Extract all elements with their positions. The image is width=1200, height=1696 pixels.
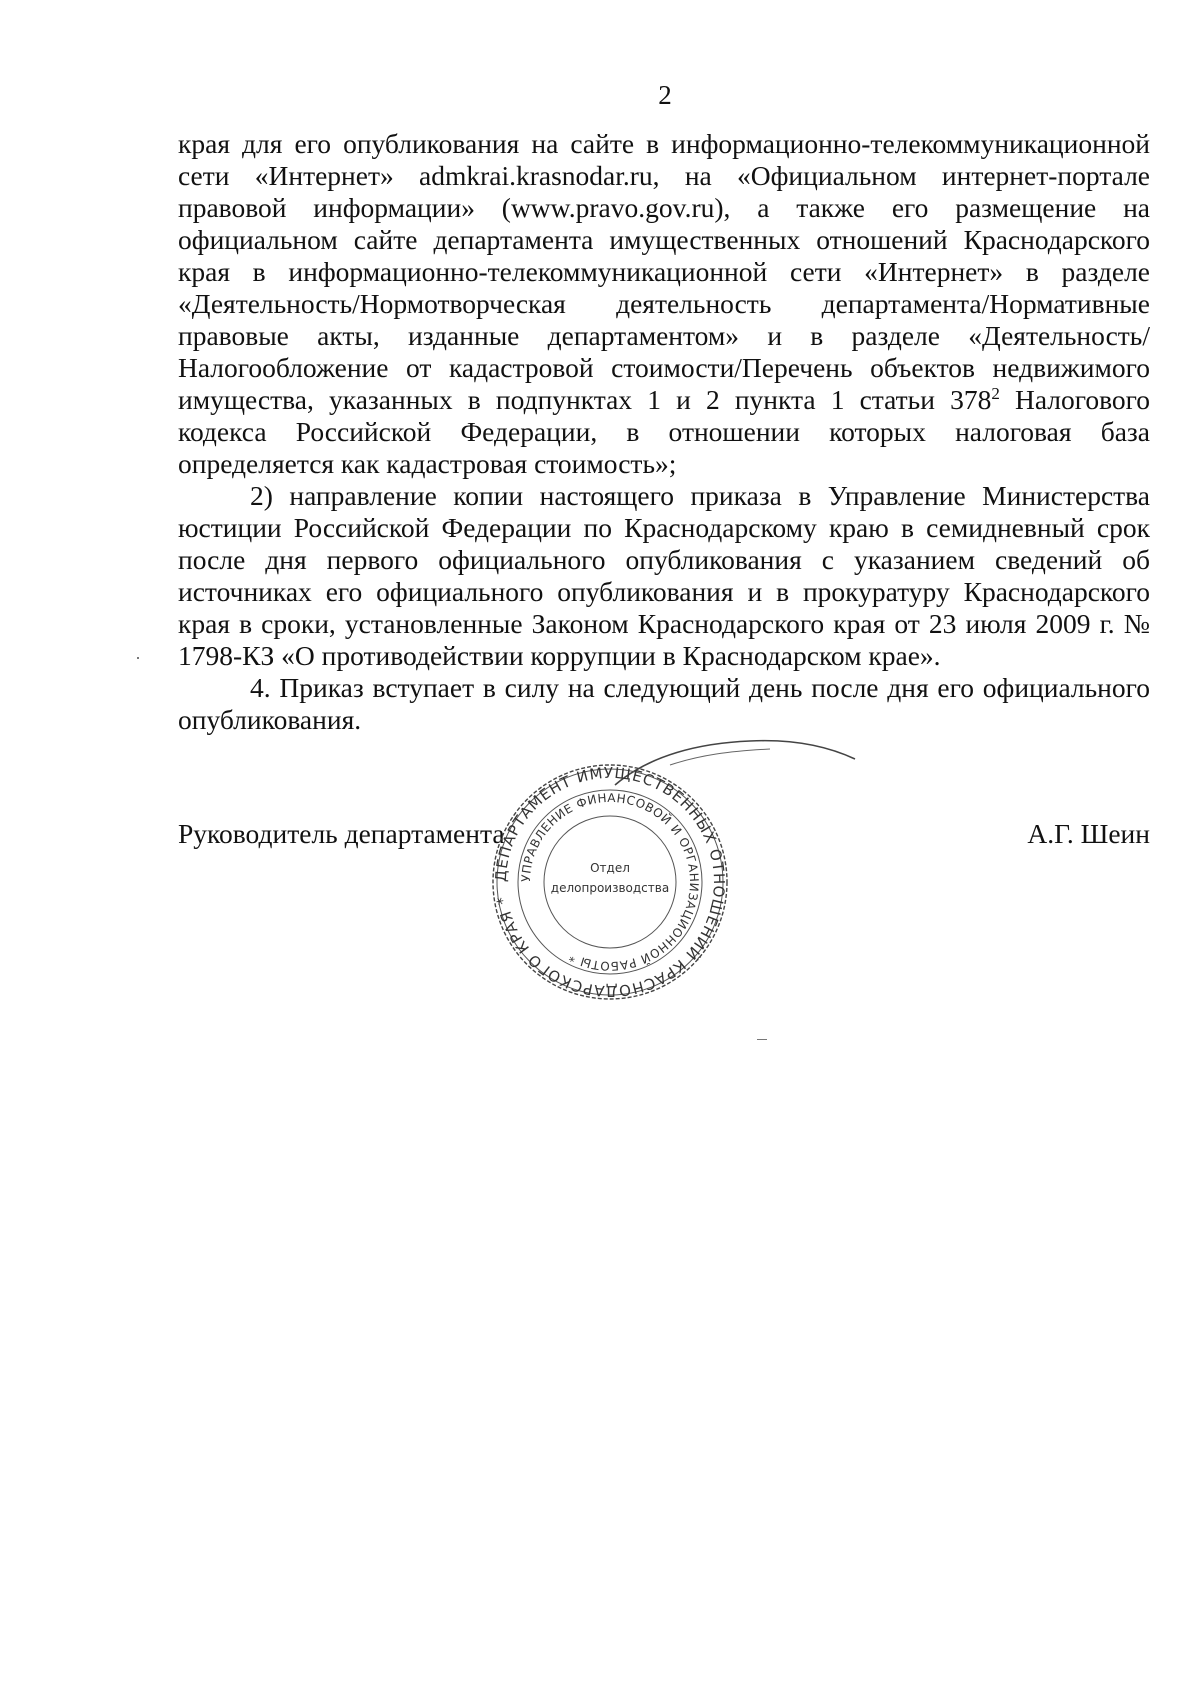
paragraph-text: края для его опубликования на сайте в информационно-телекоммуникационной сети «Интернет» admkrai.krasnodar.ru, на «Официальном интернет-портале правовой информации» (www.pravo.gov.ru), а также его размещение на официальном сайте департамента имущественных отношений Краснодарского края в информационно-телекоммуникационной сети «Интернет» в разделе «Деятельность/Нормотворческая деятельность департамента/Нормативные правовые акты, изданные департаментом» и в разделе «Деятельность/ Налогообложение от кадастровой стоимости/Перечень объектов недвижимого имущества, указанных в подпунктах 1 и 2 пункта 1 статьи 378 bbox=[178, 128, 1150, 415]
official-seal bbox=[485, 760, 735, 1005]
page-number: 2 bbox=[658, 80, 672, 110]
seal-center-line-2: делопроизводства bbox=[550, 881, 670, 895]
seal-center-line-1: Отдел bbox=[590, 861, 630, 875]
paragraph-continuation bbox=[178, 128, 1150, 480]
paragraph-item-2: 2) направление копии настоящего приказа в Управление Министерства юстиции Российской Федерации по Краснодарскому краю в семидневный срок после дня первого официального опубликования с указанием сведений об источниках его официального опубликования и в прокуратуру Краснодарского края в сроки, установленные Законом Краснодарского края от 23 июля 2009 г. № 1798-КЗ «О противодействии коррупции в Краснодарском крае». bbox=[178, 480, 1150, 671]
signatory-position: Руководитель департамента bbox=[178, 818, 505, 849]
superscript: 2 bbox=[991, 383, 1000, 403]
document-body bbox=[178, 128, 1150, 736]
seal-outer-text: ДЕПАРТАМЕНТ ИМУЩЕСТВЕННЫХ ОТНОШЕНИЙ КРАСНОДАРСКОГО КРАЯ * bbox=[491, 763, 729, 1001]
paragraph-item-4: 4. Приказ вступает в силу на следующий день после дня его официального опубликования. bbox=[178, 672, 1150, 735]
scan-mark bbox=[757, 1039, 767, 1040]
signatory-name: А.Г. Шеин bbox=[1027, 818, 1150, 849]
paragraph-text-after: Налогового кодекса Российской Федерации, в отношении которых налоговая база определяется как кадастровая стоимость»; bbox=[178, 384, 1150, 479]
seal-inner-text: УПРАВЛЕНИЕ ФИНАНСОВОЙ И ОРГАНИЗАЦИОННОЙ РАБОТЫ * bbox=[518, 790, 702, 974]
scan-mark bbox=[137, 657, 139, 659]
